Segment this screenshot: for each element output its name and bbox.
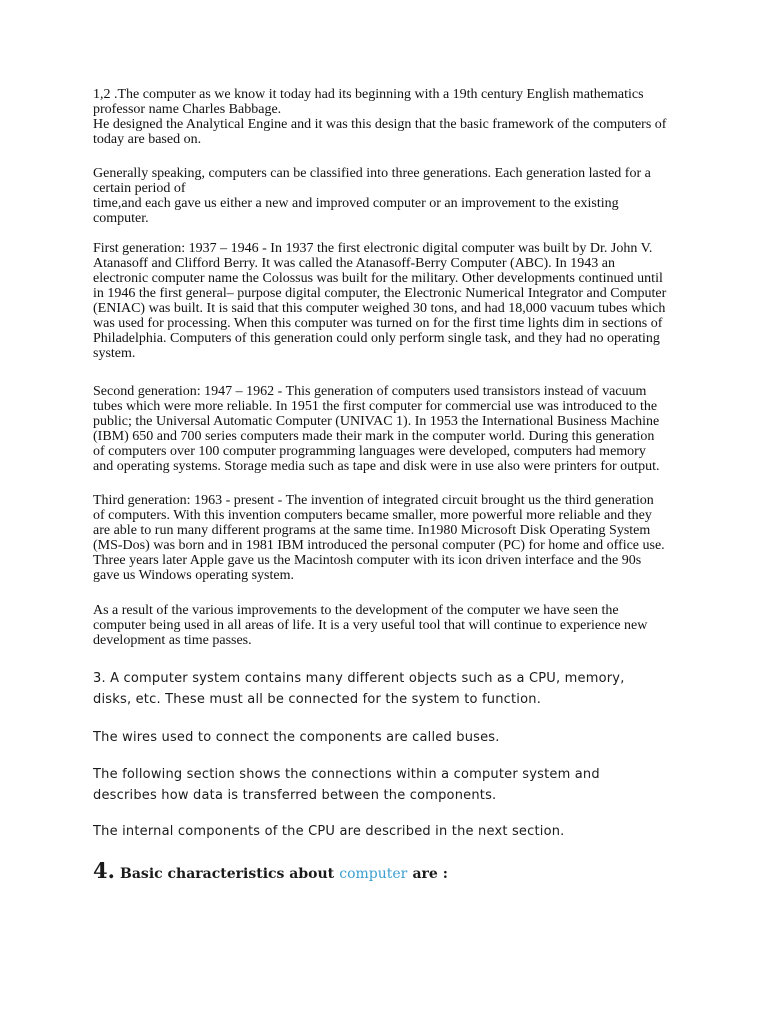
text-line: Three years later Apple gave us the Macintosh computer with its icon driven interface and the 90s bbox=[93, 553, 642, 568]
text-line: The internal components of the CPU are described in the next section. bbox=[93, 824, 565, 839]
text-line: As a result of the various improvements to the development of the computer we have seen the bbox=[93, 603, 619, 618]
paragraph-third-generation bbox=[93, 493, 683, 583]
heading-text-end: are : bbox=[412, 866, 448, 882]
text-line: certain period of bbox=[93, 181, 186, 196]
text-line: and operating systems. Storage media such as tape and disk were in use also were printers for output. bbox=[93, 459, 660, 474]
computer-link[interactable]: computer bbox=[339, 866, 408, 882]
text-line: development as time passes. bbox=[93, 633, 252, 648]
paragraph-connections bbox=[93, 764, 693, 806]
heading-text: Basic characteristics about bbox=[120, 866, 335, 882]
text-line: (MS-Dos) was born and in 1981 IBM introduced the personal computer (PC) for home and office use. bbox=[93, 538, 665, 553]
text-line: First generation: 1937 – 1946 - In 1937 the first electronic digital computer was built by Dr. John V. bbox=[93, 241, 653, 256]
text-line: gave us Windows operating system. bbox=[93, 568, 294, 583]
text-line: computer. bbox=[93, 211, 149, 226]
paragraph-conclusion bbox=[93, 603, 683, 648]
text-line: tubes which were more reliable. In 1951 the first computer for commercial use was introduced to the bbox=[93, 399, 658, 414]
paragraph-buses bbox=[93, 727, 693, 748]
text-line: was used for processing. When this computer was turned on for the first time lights dim in sections of bbox=[93, 316, 663, 331]
text-line: (ENIAC) was built. It is said that this computer weighed 30 tons, and had 18,000 vacuum tubes which bbox=[93, 301, 666, 316]
paragraph-intro bbox=[93, 87, 683, 147]
text-line: He designed the Analytical Engine and it was this design that the basic framework of the computers of bbox=[93, 117, 667, 132]
text-line: 1,2 .The computer as we know it today had its beginning with a 19th century English mathematics bbox=[93, 87, 644, 102]
text-line: professor name Charles Babbage. bbox=[93, 102, 282, 117]
section-heading bbox=[93, 858, 448, 883]
text-line: time,and each gave us either a new and improved computer or an improvement to the existing bbox=[93, 196, 619, 211]
heading-number: 4. bbox=[93, 858, 115, 883]
text-line: are able to run many different programs at the same time. In1980 Microsoft Disk Operating System bbox=[93, 523, 651, 538]
text-line: Atanasoff and Clifford Berry. It was called the Atanasoff-Berry Computer (ABC). In 1943 an bbox=[93, 256, 616, 271]
paragraph-first-generation bbox=[93, 241, 683, 361]
text-line: The wires used to connect the components are called buses. bbox=[93, 730, 500, 745]
text-line: (IBM) 650 and 700 series computers made their mark in the computer world. During this generation bbox=[93, 429, 655, 444]
text-line: electronic computer name the Colossus was built for the military. Other developments continued until bbox=[93, 271, 663, 286]
text-line: Second generation: 1947 – 1962 - This generation of computers used transistors instead of vacuum bbox=[93, 384, 647, 399]
paragraph-system-objects bbox=[93, 668, 693, 710]
paragraph-second-generation bbox=[93, 384, 683, 474]
text-line: The following section shows the connections within a computer system and bbox=[93, 767, 600, 782]
text-line: Third generation: 1963 - present - The invention of integrated circuit brought us the third generation bbox=[93, 493, 654, 508]
text-line: of computers. With this invention computers became smaller, more powerful more reliable and they bbox=[93, 508, 652, 523]
text-line: today are based on. bbox=[93, 132, 202, 147]
text-line: disks, etc. These must all be connected for the system to function. bbox=[93, 692, 542, 707]
text-line: Generally speaking, computers can be classified into three generations. Each generation lasted for a bbox=[93, 166, 651, 181]
text-line: of computers over 100 computer programming languages were developed, computers had memory bbox=[93, 444, 646, 459]
text-line: in 1946 the first general– purpose digital computer, the Electronic Numerical Integrator and Computer bbox=[93, 286, 667, 301]
text-line: computer being used in all areas of life. It is a very useful tool that will continue to experience new bbox=[93, 618, 648, 633]
text-line: describes how data is transferred between the components. bbox=[93, 788, 497, 803]
text-line: public; the Universal Automatic Computer (UNIVAC 1). In 1953 the International Business Machine bbox=[93, 414, 660, 429]
text-line: system. bbox=[93, 346, 136, 361]
text-line: 3. A computer system contains many different objects such as a CPU, memory, bbox=[93, 671, 625, 686]
paragraph-generations bbox=[93, 166, 683, 226]
paragraph-cpu-components bbox=[93, 821, 693, 842]
text-line: Philadelphia. Computers of this generation could only perform single task, and they had no operating bbox=[93, 331, 660, 346]
